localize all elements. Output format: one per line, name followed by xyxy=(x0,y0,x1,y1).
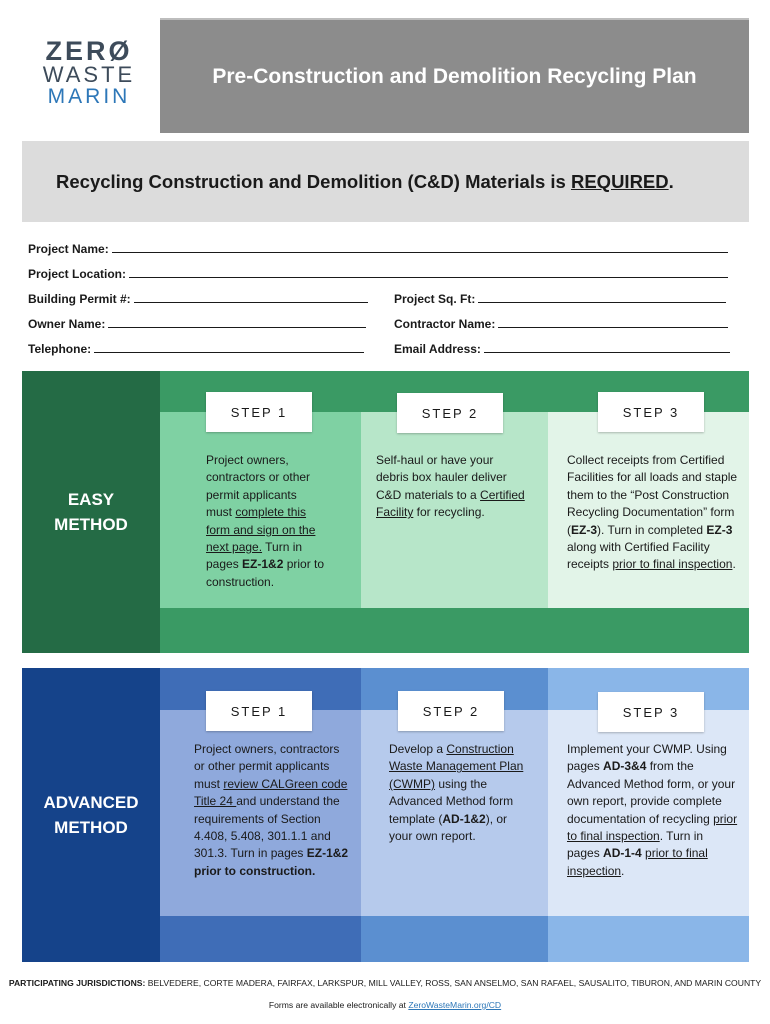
owner-name-line[interactable] xyxy=(108,317,366,328)
jurisdictions-label: PARTICIPATING JURISDICTIONS: xyxy=(8,978,146,988)
easy-step3-badge: STEP 3 xyxy=(598,392,704,432)
telephone-label: Telephone: xyxy=(28,342,92,356)
easy-step1-badge: STEP 1 xyxy=(206,392,312,432)
easy-step3-text xyxy=(567,452,739,574)
advanced-step3-text xyxy=(567,741,739,880)
easy-step3-text-a: Collect receipts from Certified Facilities for all loads and staple them to the “Post Construction Recycling Documentation” form ( xyxy=(567,453,738,537)
advanced-step2-text xyxy=(389,741,529,845)
jurisdictions-list: BELVEDERE, CORTE MADERA, FAIRFAX, LARKSPUR, MILL VALLEY, ROSS, SAN ANSELMO, SAN RAFAEL, SAUSALITO, TIBURON, AND MARIN COUNTY xyxy=(145,978,762,988)
cwmp-link[interactable]: Construction Waste Management Plan (CWMP) xyxy=(389,742,524,791)
easy-step1-text-a: Project owners, contractors or other permit applicants must xyxy=(206,453,311,520)
contractor-name-label: Contractor Name: xyxy=(394,317,496,331)
telephone-field[interactable] xyxy=(28,342,364,356)
project-location-field[interactable] xyxy=(28,267,728,281)
advanced-step2-text-a: Develop a xyxy=(389,742,447,756)
easy-step2-text-c: for recycling. xyxy=(413,505,485,520)
easy-step2-text xyxy=(376,452,526,522)
building-permit-field[interactable] xyxy=(28,292,368,306)
email-field[interactable] xyxy=(394,342,730,356)
advanced-label-line1: ADVANCED xyxy=(43,793,139,812)
requirement-emphasis: REQUIRED xyxy=(570,170,669,192)
logo-line-waste: WASTE xyxy=(42,62,136,87)
advanced-step3-text-a: Implement your CWMP. Using pages xyxy=(567,742,727,774)
easy-label-line2: METHOD xyxy=(54,515,128,534)
jurisdictions-footer xyxy=(0,978,770,988)
page-title: Pre-Construction and Demolition Recycling Plan xyxy=(212,64,697,88)
easy-step1-pages: EZ-1&2 xyxy=(242,557,284,572)
requirement-suffix: . xyxy=(668,170,674,192)
easy-step3-text-g: . xyxy=(732,557,736,572)
contractor-name-field[interactable] xyxy=(394,317,728,331)
logo-line-zero: ZERØ xyxy=(45,36,133,66)
easy-step1-text-e: prior to construction. xyxy=(206,557,325,589)
easy-step3-form-code-2: EZ-3 xyxy=(706,522,733,537)
advanced-step3-deadline: prior to final inspection xyxy=(567,811,738,844)
advanced-step3-text-e: . Turn in pages xyxy=(567,829,704,861)
project-sqft-field[interactable] xyxy=(394,292,726,306)
easy-method-label xyxy=(22,371,160,653)
easy-step3-text-e: along with Certified Facility receipts xyxy=(567,540,710,572)
advanced-step3-pages-2: AD-1-4 xyxy=(603,846,642,861)
contractor-name-line[interactable] xyxy=(498,317,728,328)
advanced-step1-text-a: Project owners, contractors or other permit applicants must xyxy=(194,742,340,791)
telephone-line[interactable] xyxy=(94,342,364,353)
requirement-text xyxy=(56,171,674,193)
forms-text: Forms are available electronically at xyxy=(268,1000,409,1010)
owner-name-label: Owner Name: xyxy=(28,317,106,331)
title-banner xyxy=(160,18,749,133)
easy-step1-link[interactable]: complete this form and sign on the next page. xyxy=(206,505,316,555)
advanced-step2-text-c: using the Advanced Method form template ( xyxy=(389,776,514,826)
owner-name-field[interactable] xyxy=(28,317,366,331)
building-permit-line[interactable] xyxy=(134,292,368,303)
advanced-footer-2 xyxy=(361,916,548,962)
project-sqft-label: Project Sq. Ft: xyxy=(394,292,476,306)
advanced-label-line2: METHOD xyxy=(54,818,128,837)
email-line[interactable] xyxy=(484,342,730,353)
easy-label-line1: EASY xyxy=(67,490,115,509)
requirement-banner xyxy=(22,141,749,222)
advanced-step2-text-e: ), or your own report. xyxy=(389,811,508,844)
advanced-step3-text-c: from the Advanced Method form, or your own report, provide complete documentation of recycling xyxy=(567,759,736,826)
easy-step3-form-code: EZ-3 xyxy=(571,522,598,537)
zero-waste-marin-logo xyxy=(30,38,148,108)
advanced-step1-text xyxy=(194,741,350,880)
advanced-step3-pages: AD-3&4 xyxy=(603,759,647,774)
easy-step1-text xyxy=(206,452,326,591)
advanced-step3-badge: STEP 3 xyxy=(598,692,704,732)
advanced-footer-1 xyxy=(160,916,361,962)
forms-link[interactable]: ZeroWasteMarin.org/CD xyxy=(408,1000,502,1010)
easy-step2-text-a: Self-haul or have your debris box hauler deliver C&D materials to a xyxy=(376,453,507,502)
advanced-step3-deadline-2: prior to final inspection xyxy=(567,846,708,878)
easy-footer-bar xyxy=(160,608,749,653)
easy-step1-text-c: Turn in pages xyxy=(206,540,303,572)
certified-facility-link[interactable]: Certified Facility xyxy=(376,487,525,520)
easy-step3-deadline: prior to final inspection xyxy=(612,557,733,572)
forms-footer xyxy=(0,1000,770,1010)
advanced-step2-form-code: AD-1&2 xyxy=(442,811,486,826)
advanced-footer-3 xyxy=(548,916,749,962)
advanced-step2-badge: STEP 2 xyxy=(398,691,504,731)
project-location-line[interactable] xyxy=(129,267,728,278)
calgreen-link[interactable]: review CALGreen code Title 24 xyxy=(194,776,348,809)
advanced-step3-text-i: . xyxy=(621,863,625,878)
email-label: Email Address: xyxy=(394,342,481,356)
logo-line-marin: MARIN xyxy=(47,85,131,108)
project-name-field[interactable] xyxy=(28,242,728,256)
project-sqft-line[interactable] xyxy=(478,292,726,303)
advanced-step1-text-c: and understand the requirements of Section 4.408, 5.408, 301.1.1 and 301.3. Turn in pages xyxy=(194,794,340,861)
advanced-step1-badge: STEP 1 xyxy=(206,691,312,731)
advanced-step1-pages: EZ-1&2 prior to construction. xyxy=(194,846,349,878)
requirement-prefix: Recycling Construction and Demolition (C&D) Materials is xyxy=(56,170,571,192)
easy-step2-badge: STEP 2 xyxy=(397,393,503,433)
building-permit-label: Building Permit #: xyxy=(28,292,131,306)
project-name-line[interactable] xyxy=(112,242,728,253)
easy-step3-text-c: ). Turn in completed xyxy=(597,522,707,537)
project-name-label: Project Name: xyxy=(28,242,109,256)
project-location-label: Project Location: xyxy=(28,267,127,281)
advanced-method-label xyxy=(22,668,160,962)
